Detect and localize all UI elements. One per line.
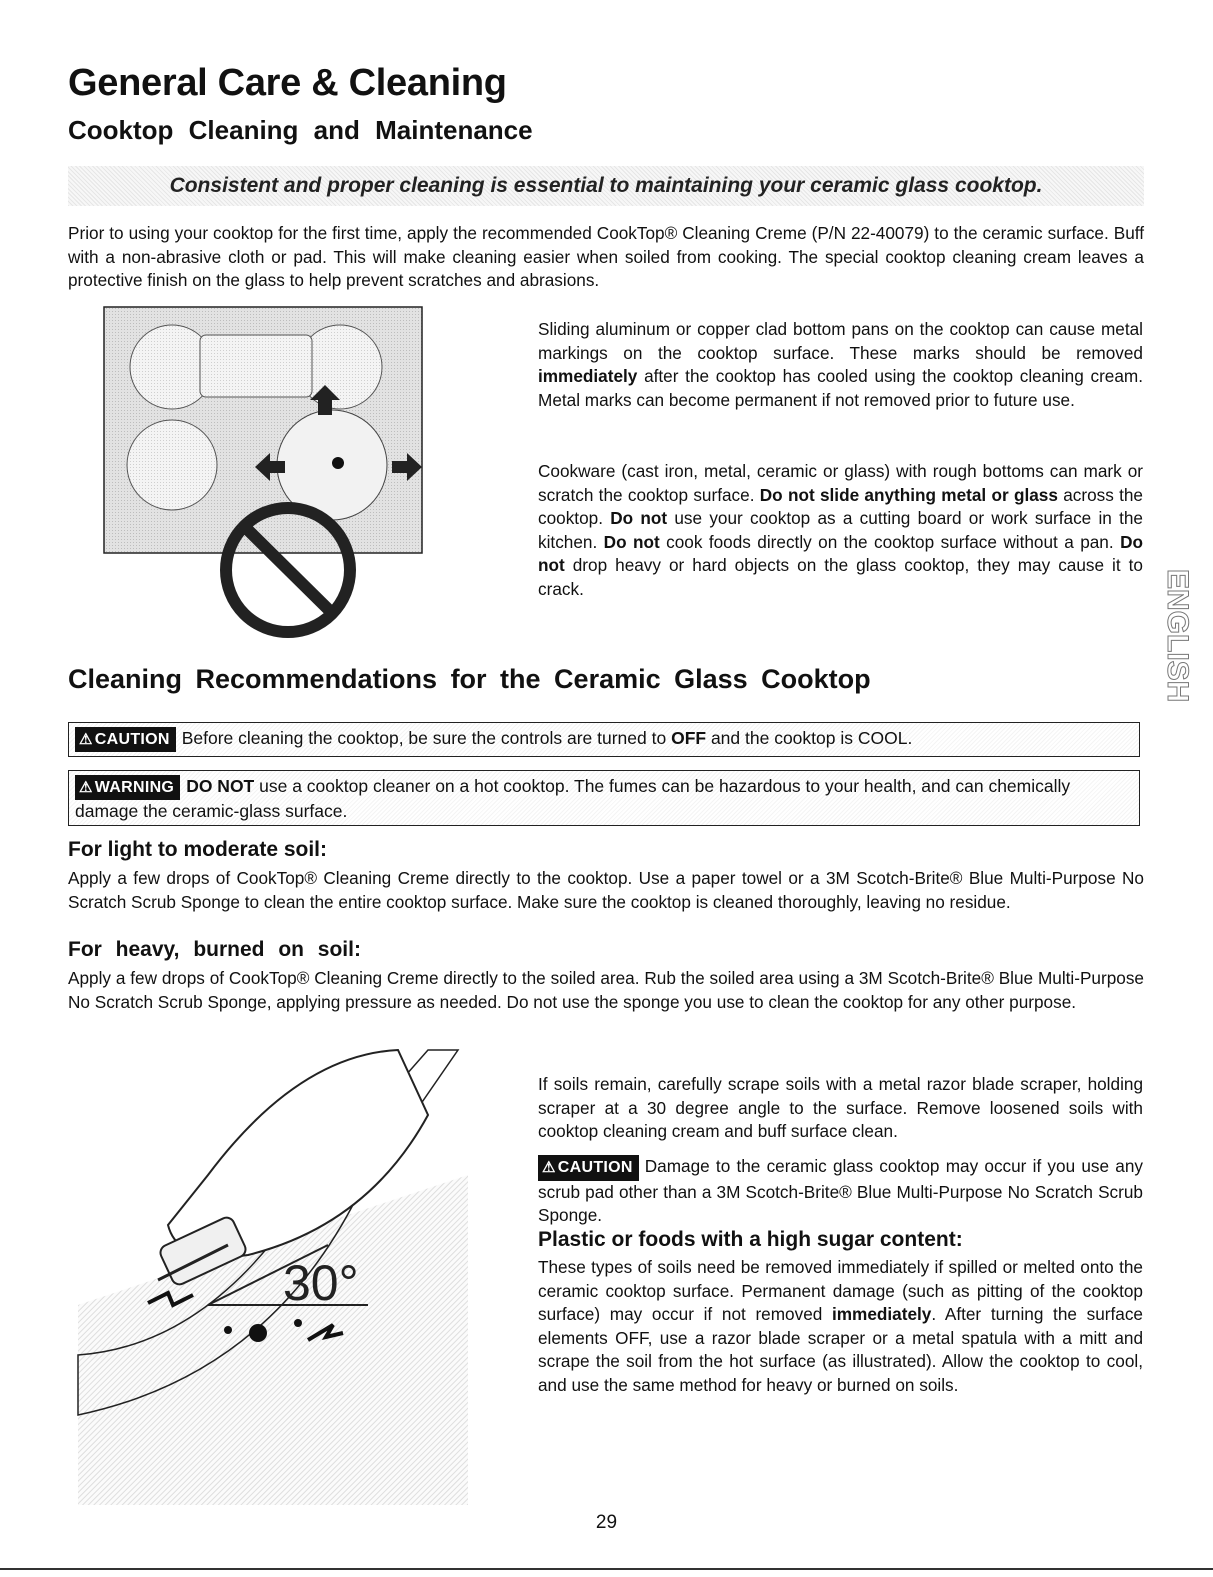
caution-text-2: and the cooktop is COOL. xyxy=(706,728,913,748)
page-title: General Care & Cleaning xyxy=(68,62,507,104)
warning-badge xyxy=(75,775,180,800)
sliding-emphasis: immediately xyxy=(538,366,638,386)
cooktop-no-slide-illustration xyxy=(100,305,430,635)
heavy-soil-paragraph: Apply a few drops of CookTop® Cleaning Creme directly to the soiled area. Rub the soiled area using a 3M Scotch-Brite® Blue Multi-Purpose No Scratch Scrub Sponge, applying pressure as needed. Do not use the sponge you use to clean the cooktop for any other purpose. xyxy=(68,968,1144,1012)
sliding-text-2: after the cooktop has cooled using the cooktop cleaning cream. Metal marks can become permanent if not removed prior to future use. xyxy=(538,366,1143,410)
cookware-text-5: drop heavy or hard objects on the glass cooktop, they may cause it to crack. xyxy=(538,555,1143,599)
caution-badge-2 xyxy=(538,1155,639,1181)
highlight-banner xyxy=(68,166,1144,206)
warning-triangle-icon: ⚠ xyxy=(79,779,93,796)
section-subtitle: Cooktop Cleaning and Maintenance xyxy=(68,115,533,145)
caution-label: CAUTION xyxy=(94,731,170,748)
cookware-text-4: cook foods directly on the cooktop surface without a pan. xyxy=(659,531,1121,552)
cookware-emphasis-2: Do not xyxy=(610,508,668,528)
warning-emphasis: DO NOT xyxy=(186,776,255,796)
cleaning-recommendations-heading: Cleaning Recommendations for the Ceramic Glass Cooktop xyxy=(68,664,871,694)
scraper-illustration xyxy=(68,1055,468,1505)
cookware-emphasis-1: Do not slide anything metal or glass xyxy=(759,484,1058,505)
plastic-text-2: . After turning the surface elements OFF, use a razor blade scraper or a metal spatula with a mitt and scrape the soil from the hot surface (as illustrated). Allow the cooktop to cool, and use the same method for heavy or burned on soils. xyxy=(538,1304,1143,1395)
angle-label: 30° xyxy=(283,1255,359,1311)
cookware-text-3: use your cooktop as a cutting board or work surface in the kitchen. xyxy=(538,508,1143,552)
heavy-soil-heading: For heavy, burned on soil: xyxy=(68,938,361,961)
scrape-paragraph: If soils remain, carefully scrape soils with a metal razor blade scraper, holding scraper at a 30 degree angle to the surface. Remove loosened soils with cooktop cleaning cream and buff surface clean. xyxy=(538,1074,1143,1141)
sliding-text-1: Sliding aluminum or copper clad bottom pans on the cooktop can cause metal markings on the cooktop surface. These marks should be removed xyxy=(538,319,1143,363)
caution-scrub-paragraph xyxy=(538,1155,1143,1228)
cookware-paragraph xyxy=(538,460,1143,601)
cookware-emphasis-3: Do not xyxy=(603,531,660,552)
warning-text: use a cooktop cleaner on a hot cooktop. The fumes can be hazardous to your health, and can chemically damage the ceramic-glass surface. xyxy=(75,776,1071,821)
plastic-sugar-paragraph xyxy=(538,1256,1143,1397)
cookware-text-2: across the cooktop. xyxy=(538,484,1143,528)
language-side-tab xyxy=(1152,565,1194,710)
side-tab-text: ENGLISH xyxy=(1161,569,1194,703)
caution-label-2: CAUTION xyxy=(557,1159,633,1176)
warning-triangle-icon: ⚠ xyxy=(542,1159,556,1176)
caution-scrub-text: Damage to the ceramic glass cooktop may occur if you use any scrub pad other than a 3M Scotch-Brite® Blue Multi-Purpose No Scratch Scrub Sponge. xyxy=(538,1156,1143,1225)
caution-notice xyxy=(68,722,1140,757)
light-soil-paragraph: Apply a few drops of CookTop® Cleaning Creme directly to the cooktop. Use a paper towel or a 3M Scotch-Brite® Blue Multi-Purpose No Scratch Scrub Sponge to clean the entire cooktop surface. Make sure the cooktop is cleaned thoroughly, leaving no residue. xyxy=(68,868,1144,912)
caution-text-1: Before cleaning the cooktop, be sure the controls are turned to xyxy=(181,728,672,748)
warning-notice xyxy=(68,770,1140,826)
caution-badge xyxy=(75,727,176,752)
cookware-text-1: Cookware (cast iron, metal, ceramic or glass) with rough bottoms can mark or scratch the cooktop surface. xyxy=(538,461,1143,505)
intro-paragraph: Prior to using your cooktop for the first time, apply the recommended CookTop® Cleaning Creme (P/N 22-40079) to the ceramic surface. Buff with a non-abrasive cloth or pad. This will make cleaning easier when soiled from cooking. The special cooktop cleaning cream leaves a protective finish on the glass to help prevent scratches and abrasions. xyxy=(68,223,1144,290)
warning-label: WARNING xyxy=(94,779,175,796)
plastic-text-1: These types of soils need be removed immediately if spilled or melted onto the ceramic cooktop surface. Permanent damage (such as pitting of the cooktop surface) may occur if not removed xyxy=(538,1257,1143,1324)
plastic-sugar-heading: Plastic or foods with a high sugar content: xyxy=(538,1228,963,1251)
warning-triangle-icon: ⚠ xyxy=(79,731,93,748)
plastic-emphasis: immediately xyxy=(832,1304,932,1324)
sliding-pans-paragraph xyxy=(538,318,1143,412)
light-soil-heading: For light to moderate soil: xyxy=(68,838,328,861)
bottom-divider xyxy=(0,1568,1213,1570)
cookware-emphasis-4: Do not xyxy=(538,531,1143,575)
banner-text: Consistent and proper cleaning is essential to maintaining your ceramic glass cooktop. xyxy=(169,174,1043,197)
page-number: 29 xyxy=(595,1512,618,1533)
caution-emphasis: OFF xyxy=(671,728,707,748)
